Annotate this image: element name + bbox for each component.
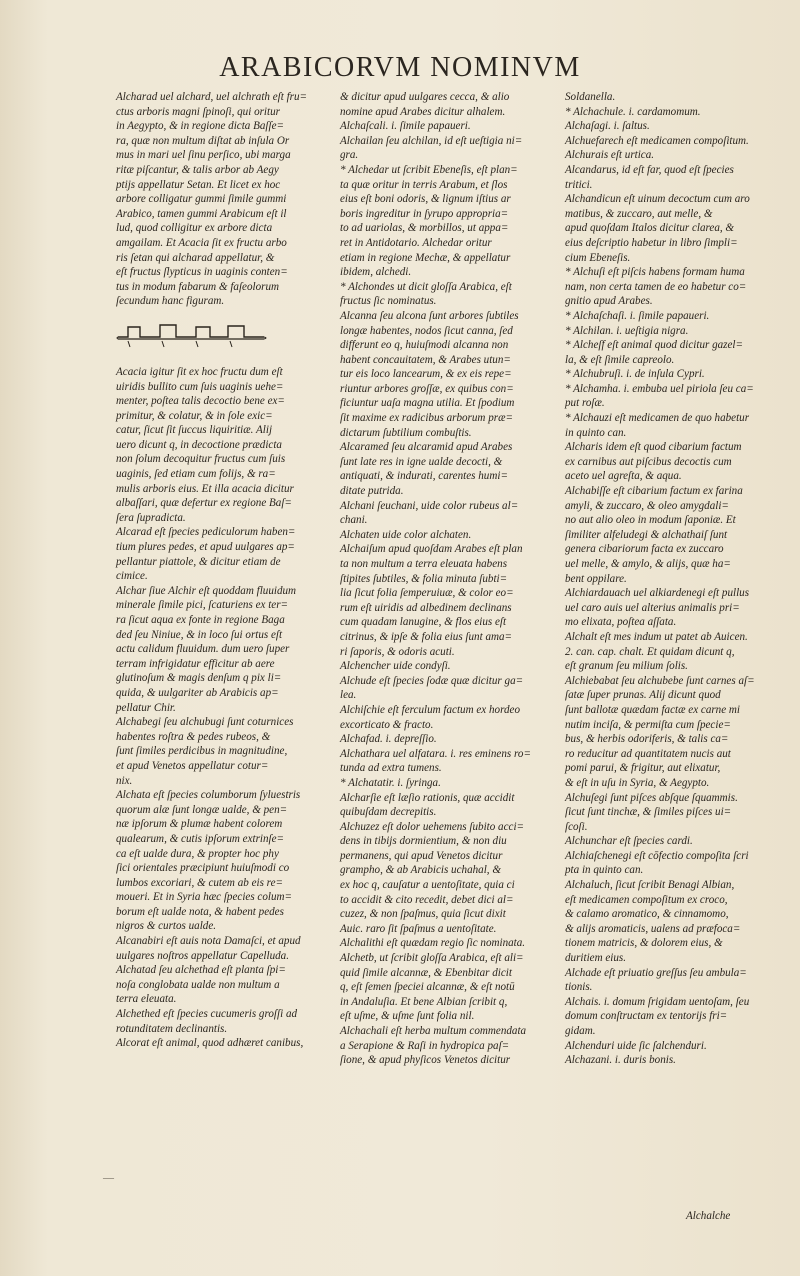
text-line: differunt eo q, huiuſmodi alcanna non [340, 339, 509, 352]
text-line: eſt uſme, & uſme ſunt folia nil. [340, 1010, 475, 1023]
text-line: quorum alæ ſunt longæ ualde, & pen= [116, 803, 288, 816]
text-line: mus in mari uel ſinu perſico, ubi marga [116, 149, 291, 162]
text-line: ptijs appellatur Setan. Et licet ex hoc [116, 178, 281, 191]
text-line: non ſolum decoquitur fructus cum ſuis [116, 453, 286, 466]
text-line: ſimiliter alfeludegi & alchathaiſ ſunt [565, 528, 728, 541]
text-line: eſt fructus ſlypticus in uaginis conten= [116, 266, 288, 279]
text-line: duritiem eius. [565, 952, 627, 965]
text-line: * Alchachule. i. cardamomum. [565, 105, 701, 118]
text-line: * Alchubruſi. i. de inſula Cypri. [565, 368, 705, 381]
text-line: Alcandarus, id eſt far, quod eſt ſpecies [565, 163, 734, 176]
text-line: put roſæ. [565, 397, 605, 410]
text-line: to accidit & cito recedit, debet dici al= [340, 893, 514, 906]
text-line: Alchar ſiue Alchir eſt quoddam fluuidum [116, 584, 297, 597]
column-middle-text [340, 90, 566, 1068]
column-right [565, 90, 791, 1068]
text-line: Alchalt eſt mes indum ut patet ab Auicen. [565, 630, 748, 643]
text-line: * Alchuſi eſt piſcis habens formam huma [565, 266, 745, 279]
text-line: aceto uel agreſta, & aqua. [565, 470, 682, 483]
text-line: Alchais. i. domum ſrigidam uentoſam, ſeu [565, 995, 750, 1008]
text-line: moueri. Et in Syria hæc ſpecies colum= [116, 891, 293, 904]
text-line: gnitio apud Arabes. [565, 295, 653, 308]
text-line: ſunt ſimiles perdicibus in magnitudine, [116, 745, 288, 758]
text-line: Alchiebabat ſeu alchubebe ſunt carnes aſ= [565, 674, 755, 687]
text-line: etiam in regione Mechæ, & appellatur [340, 251, 511, 264]
text-line: uero dicunt q, in decoctione prædicta [116, 438, 282, 451]
text-line: ſatæ ſuper prunas. Alij dicunt quod [565, 689, 721, 702]
text-line: uiridis bullito cum ſuis uaginis uehe= [116, 380, 284, 393]
text-line: gidam. [565, 1025, 596, 1037]
text-line: eius deſcriptio habetur in libro ſimpli= [565, 236, 738, 249]
text-line: ca eſt ualde dura, & propter hoc phy [116, 847, 279, 860]
text-line: ſcoſi. [565, 820, 588, 833]
text-line: & alijs aromaticis, ualens ad præfoca= [565, 922, 741, 935]
text-line: terram infrigidatur efficitur ab aere [116, 657, 275, 670]
text-line: * Alchauzi eſt medicamen de quo habetur [565, 412, 750, 425]
text-line: chani. [340, 514, 368, 527]
text-line: tionem matricis, & dolorem eius, & [565, 937, 723, 950]
text-line: Alchuzez eſt dolor uehemens ſubito acci= [340, 820, 525, 833]
text-line: uel caro auis uel alterius animalis pri= [565, 601, 740, 614]
text-line: qualearum, & cutis ipſorum extrinſe= [116, 832, 285, 845]
text-line: & calamo aromatico, & cinnamomo, [565, 908, 729, 921]
text-line: longæ habentes, nodos ſicut canna, ſed [340, 324, 513, 337]
text-line: citrinus, & ipſe & folia eius ſunt ama= [340, 630, 513, 643]
text-line: genera cibariorum facta ex zuccaro [565, 543, 724, 556]
text-line: quid ſimile alcannæ, & Ebenbitar dicit [340, 966, 512, 979]
text-line: Alchalithi eſt quædam regio ſic nominata. [340, 937, 526, 950]
text-line: antiquati, & indurati, carentes humi= [340, 470, 508, 483]
text-line: Alchani ſeuchani, uide color rubeus al= [340, 499, 519, 512]
column-right-text [565, 90, 791, 1068]
text-line: næ ipſorum & plumæ habent colorem [116, 818, 283, 831]
text-line: Alchathara uel alfatara. i. res eminens ro= [340, 747, 531, 760]
text-line: catur, ſicut ſit ſuccus liquiritiæ. Alij [116, 424, 273, 437]
text-line: Alcarad eſt ſpecies pediculorum haben= [116, 526, 296, 539]
text-line: Alchabiſſe eſt cibarium factum ex farina [565, 485, 743, 498]
text-line: * Alchondes ut dicit gloſſa Arabica, eſt [340, 280, 512, 293]
text-line: Alchiſchie eſt ferculum factum ex hordeo [340, 703, 521, 716]
text-line: 2. can. cap. chalt. Et quidam dicunt q, [565, 645, 735, 658]
text-line: ficiuntur uaſa magna utilia. Et ſpodium [340, 397, 515, 410]
text-line: Alcharſie eſt læſio rationis, quæ accidit [340, 791, 515, 804]
text-line: ditate putrida. [340, 485, 404, 498]
text-line: ſione, & apud phyſicos Venetos dicitur [340, 1054, 511, 1067]
text-line: apud quoſdam Italos dicitur clarea, & [565, 222, 735, 235]
text-line: ta non multum a terra eleuata habens [340, 558, 508, 570]
text-line: Alchetb, ut ſcribit gloſſa Arabica, eſt ali= [340, 952, 524, 965]
text-line: ſecundum hanc figuram. [116, 295, 225, 308]
text-line: uaginis, ſed etiam cum folijs, & ra= [116, 468, 276, 481]
text-line: cuzez, & non ſpaſmus, quia ſicut dixit [340, 908, 506, 921]
text-line: pomi parui, & frigitur, aut elixatur, [565, 762, 721, 775]
text-line: amyli, & zuccaro, & oleo amygdali= [565, 499, 729, 512]
text-line: arbore colligatur gummi ſimile gummi [116, 193, 287, 206]
text-line: ex hoc q, cauſatur a uentoſitate, quia ci [340, 879, 515, 892]
text-line: Alchafad. i. depreſſio. [340, 733, 437, 746]
column-left [116, 90, 342, 1051]
text-line: mo elixata, poſtea aſſata. [565, 616, 677, 629]
text-line: uulgares noſtros appellatur Capelluda. [116, 949, 289, 962]
text-line: domum conſtructam ex tentorijs fri= [565, 1010, 728, 1023]
text-line: eſt granum ſeu milium ſolis. [565, 660, 688, 673]
text-line: lia ſicut folia ſemperuiuæ, & color eo= [340, 587, 514, 600]
text-line: nomine apud Arabes dicitur alhalem. [340, 105, 506, 118]
text-line: ded ſeu Niniue, & in loco ſui ortus eſt [116, 628, 283, 641]
text-line: Alcharis idem eſt quod cibarium factum [565, 441, 742, 454]
text-line: lea. [340, 689, 357, 702]
text-line: ritæ piſcantur, & talis arbor ab Aegy [116, 163, 279, 176]
text-line: tunda ad extra tumens. [340, 762, 442, 775]
text-line: ri ſaporis, & odoris acuti. [340, 645, 455, 658]
text-line: terra eleuata. [116, 993, 177, 1006]
text-line: albaſſari, quæ defertur ex regione Baſ= [116, 497, 292, 510]
text-line: Alchude eſt ſpecies ſodæ quæ dicitur ga= [340, 674, 524, 687]
text-line: pta in quinto can. [565, 864, 644, 877]
text-line: to ad uariolas, & morbillos, ut appa= [340, 222, 509, 235]
text-line: nam, non certa tamen de eo habetur co= [565, 280, 747, 293]
text-line: ra ſicut aqua ex fonte in regione Baga [116, 614, 285, 626]
text-line: Alchaluch, ſicut ſcribit Benagi Albian, [565, 879, 735, 892]
text-line: Alchiaſchenegi eſt cōfectio compoſita ſcri [565, 849, 749, 862]
text-line: a Serapione & Raſi in hydropica paſ= [340, 1039, 510, 1052]
text-line: q, eſt ſemen ſpeciei alcannæ, & eſt notū [340, 981, 515, 994]
text-line: Alchiardauach uel alkiardenegi eſt pullus [565, 587, 750, 600]
text-line: ſunt ballotæ quædam factæ ex carne mi [565, 703, 741, 716]
text-line: habent concauitatem, & Arabes utun= [340, 353, 511, 366]
text-line: lumbos excoriari, & cutem ab eis re= [116, 876, 283, 889]
text-line: Acacia igitur ſit ex hoc fructu dum eſt [116, 365, 283, 378]
text-line: cum quadam lanugine, & flos eius eſt [340, 616, 507, 629]
text-line: fructus ſic nominatus. [340, 295, 437, 308]
text-line: & dicitur apud uulgares cecca, & alio [340, 91, 510, 103]
text-line: ſicut ſunt tinchæ, & ſimiles piſces ui= [565, 806, 732, 819]
text-line: pellatur Chir. [116, 701, 176, 714]
text-line: Alchaiſum apud quoſdam Arabes eſt plan [340, 543, 523, 556]
text-line: Alchunchar eſt ſpecies cardi. [565, 835, 693, 848]
seed-pod-icon [116, 317, 296, 353]
text-line: Alchethed eſt ſpecies cucumeris groſſi ad [116, 1008, 298, 1021]
text-line: boris ingreditur in ſyrupo appropria= [340, 207, 509, 220]
text-line: minerale ſimile pici, ſcaturiens ex ter= [116, 599, 289, 612]
text-line: Alchata eſt ſpecies columborum ſyluestris [116, 789, 301, 802]
text-line: ris ſetan qui alcharad appellatur, & [116, 251, 275, 264]
column-left-text-bottom [116, 365, 342, 1051]
text-line: Alchandicun eſt uinum decoctum cum aro [565, 193, 750, 206]
text-line: Alcanna ſeu alcona ſunt arbores ſubtiles [340, 309, 519, 322]
text-line: tritici. [565, 178, 593, 191]
text-line: primitur, & colatur, & in ſole exic= [116, 409, 273, 422]
text-line: quida, & uulgariter ab Arabicis ap= [116, 686, 279, 699]
text-line: matibus, & zuccaro, aut melle, & [565, 207, 713, 220]
text-line: amgailam. Et Acacia ſit ex fructu arbo [116, 236, 287, 249]
text-line: Alchencher uide condyſi. [340, 660, 451, 673]
text-line: ex carnibus aut piſcibus decoctis cum [565, 455, 732, 468]
text-line: Alchuſegi ſunt piſces abſque ſquammis. [565, 791, 738, 804]
text-line: bent oppilare. [565, 572, 627, 585]
text-line: * Alchedar ut ſcribit Ebeneſis, eſt plan= [340, 163, 518, 176]
text-line: ſtipites ſubtiles, & folia minuta ſubti= [340, 572, 508, 585]
text-line: ſici orientales præcipiunt huiuſmodi co [116, 862, 290, 875]
column-middle [340, 90, 566, 1068]
running-header: ARABICORVM NOMINVM [219, 52, 581, 83]
text-line: ra, quæ non multum diſtat ab inſula Or [116, 134, 290, 147]
margin-mark: — [103, 1172, 114, 1184]
text-line: ſera ſupradicta. [116, 511, 186, 524]
text-line: Alchazani. i. duris bonis. [565, 1054, 676, 1067]
text-line: eius eſt boni odoris, & lignum iſtius ar [340, 193, 511, 206]
text-line: Alchachali eſt herba multum commendata [340, 1025, 527, 1037]
text-line: Arabico, tamen gummi Arabicum eſt il [116, 207, 287, 220]
text-line: Alchatad ſeu alchethad eſt planta ſpi= [116, 964, 286, 977]
text-line: bus, & herbis odoriferis, & talis ca= [565, 733, 729, 746]
text-line: uel melle, & amylo, & alijs, quæ ha= [565, 558, 731, 570]
text-line: Alchabegi ſeu alchubugi ſunt coturnices [116, 716, 294, 729]
text-line: ta quæ oritur in terris Arabum, et ſlos [340, 178, 508, 191]
text-line: Alchade eſt priuatio greſſus ſeu ambula= [565, 966, 747, 979]
text-line: actu calidum fluuidum. dum uero ſuper [116, 643, 290, 656]
text-line: dictarum ſubtilium combuſtis. [340, 426, 472, 439]
text-line: in Andaluſia. Et bene Albian ſcribit q, [340, 995, 508, 1008]
text-line: riuntur arbores groſſæ, ex quibus con= [340, 382, 514, 395]
text-line: ret in Antidotario. Alchedar oritur [340, 236, 492, 249]
text-line: Alcharad uel alchard, uel alchrath eſt fru= [116, 91, 308, 103]
text-line: * Alchamha. i. embuba uel piriola ſeu ca= [565, 382, 754, 395]
text-line: borum eſt ualde nota, & habent pedes [116, 905, 284, 918]
text-line: cimice. [116, 570, 148, 583]
text-line: tionis. [565, 981, 593, 994]
text-line: tur eis loco lancearum, & ex eis repe= [340, 368, 512, 381]
catchword: Alchalche [686, 1210, 731, 1222]
text-line: no aut alio oleo in modum ſaponiæ. Et [565, 514, 736, 527]
text-line: Alchailan ſeu alchilan, id eſt ueſtigia ni= [340, 134, 523, 147]
text-line: * Alchatatir. i. ſyringa. [340, 776, 441, 789]
text-line: Alchuefarech eſt medicamen compoſitum. [565, 134, 749, 147]
text-line: * Alchilan. i. ueſtigia nigra. [565, 324, 689, 337]
text-line: ibidem, alchedi. [340, 266, 412, 279]
text-line: ſit maxime ex radicibus arborum præ= [340, 412, 513, 425]
text-line: noſa conglobata ualde non multum a [116, 978, 280, 991]
text-line: rotunditatem declinantis. [116, 1022, 228, 1035]
text-line: Alcanabiri eſt auis nota Damaſci, et apud [116, 935, 301, 948]
text-line: Alchaſagi. i. ſaltus. [565, 120, 650, 133]
text-line: Auic. raro ſit ſpaſmus a uentoſitate. [340, 922, 497, 935]
text-line: nix. [116, 774, 133, 787]
text-line: nutim inciſa, & permiſta cum ſpecie= [565, 718, 731, 731]
text-line: la, & eſt ſimile capreolo. [565, 353, 675, 366]
text-line: pellantur piattole, & dicitur etiam de [116, 555, 281, 568]
text-line: cium Ebeneſis. [565, 251, 631, 264]
text-line: Alcaramed ſeu alcaramid apud Arabes [340, 441, 513, 454]
text-line: Alcorat eſt animal, quod adhæret canibus, [116, 1037, 304, 1050]
text-line: in Aegypto, & in regione dicta Baſſe= [116, 120, 285, 133]
text-line: * Alchaſchaſi. i. ſimile papaueri. [565, 309, 710, 322]
text-line: Alchaten uide color alchaten. [340, 528, 472, 541]
text-line: mulis arboris eius. Et illa acacia dicitur [116, 482, 294, 495]
text-line: Soldanella. [565, 91, 616, 103]
text-line: ctus arboris magni ſpinoſi, qui oritur [116, 105, 280, 118]
column-left-text-top [116, 90, 342, 309]
text-line: Alchenduri uide ſic ſalchenduri. [565, 1039, 707, 1052]
text-line: quibuſdam decrepitis. [340, 806, 437, 819]
text-line: ſunt late res in igne ualde decocti, & [340, 455, 503, 468]
text-line: tium plures pedes, et apud uulgares ap= [116, 541, 295, 554]
pod-figure [116, 317, 342, 353]
text-line: eſt medicamen compoſitum ex croco, [565, 893, 728, 906]
text-line: excorticato & fracto. [340, 718, 434, 731]
text-line: tus in modum fabarum & faſeolorum [116, 280, 280, 293]
text-line: * Alcheſf eſt animal quod dicitur gazel= [565, 339, 743, 352]
text-line: Alchaſcali. i. ſimile papaueri. [340, 120, 471, 133]
text-line: Alchurais eſt urtica. [565, 149, 655, 162]
text-line: habentes roſtra & pedes rubeos, & [116, 730, 271, 743]
text-line: dens in tibijs dormientium, & non diu [340, 835, 507, 848]
text-line: grampho, & ab Arabicis uchahal, & [340, 864, 501, 877]
text-line: ro reducitur ad quantitatem nucis aut [565, 747, 731, 760]
text-line: menter, poſtea talis decoctio bene ex= [116, 395, 285, 408]
text-line: rum eſt uiridis ad albedinem declinans [340, 601, 512, 614]
text-line: glutinoſum & magis denſum q pix li= [116, 672, 282, 685]
text-line: & eſt in uſu in Syria, & Aegypto. [565, 776, 710, 789]
text-line: gra. [340, 149, 359, 162]
text-line: in quinto can. [565, 426, 627, 439]
text-line: nigros & curtos ualde. [116, 920, 217, 933]
text-line: lud, quod colligitur ex arbore dicta [116, 222, 273, 235]
text-line: permanens, qui apud Venetos dicitur [340, 849, 503, 862]
text-line: et apud Venetos appellatur cotur= [116, 759, 269, 772]
